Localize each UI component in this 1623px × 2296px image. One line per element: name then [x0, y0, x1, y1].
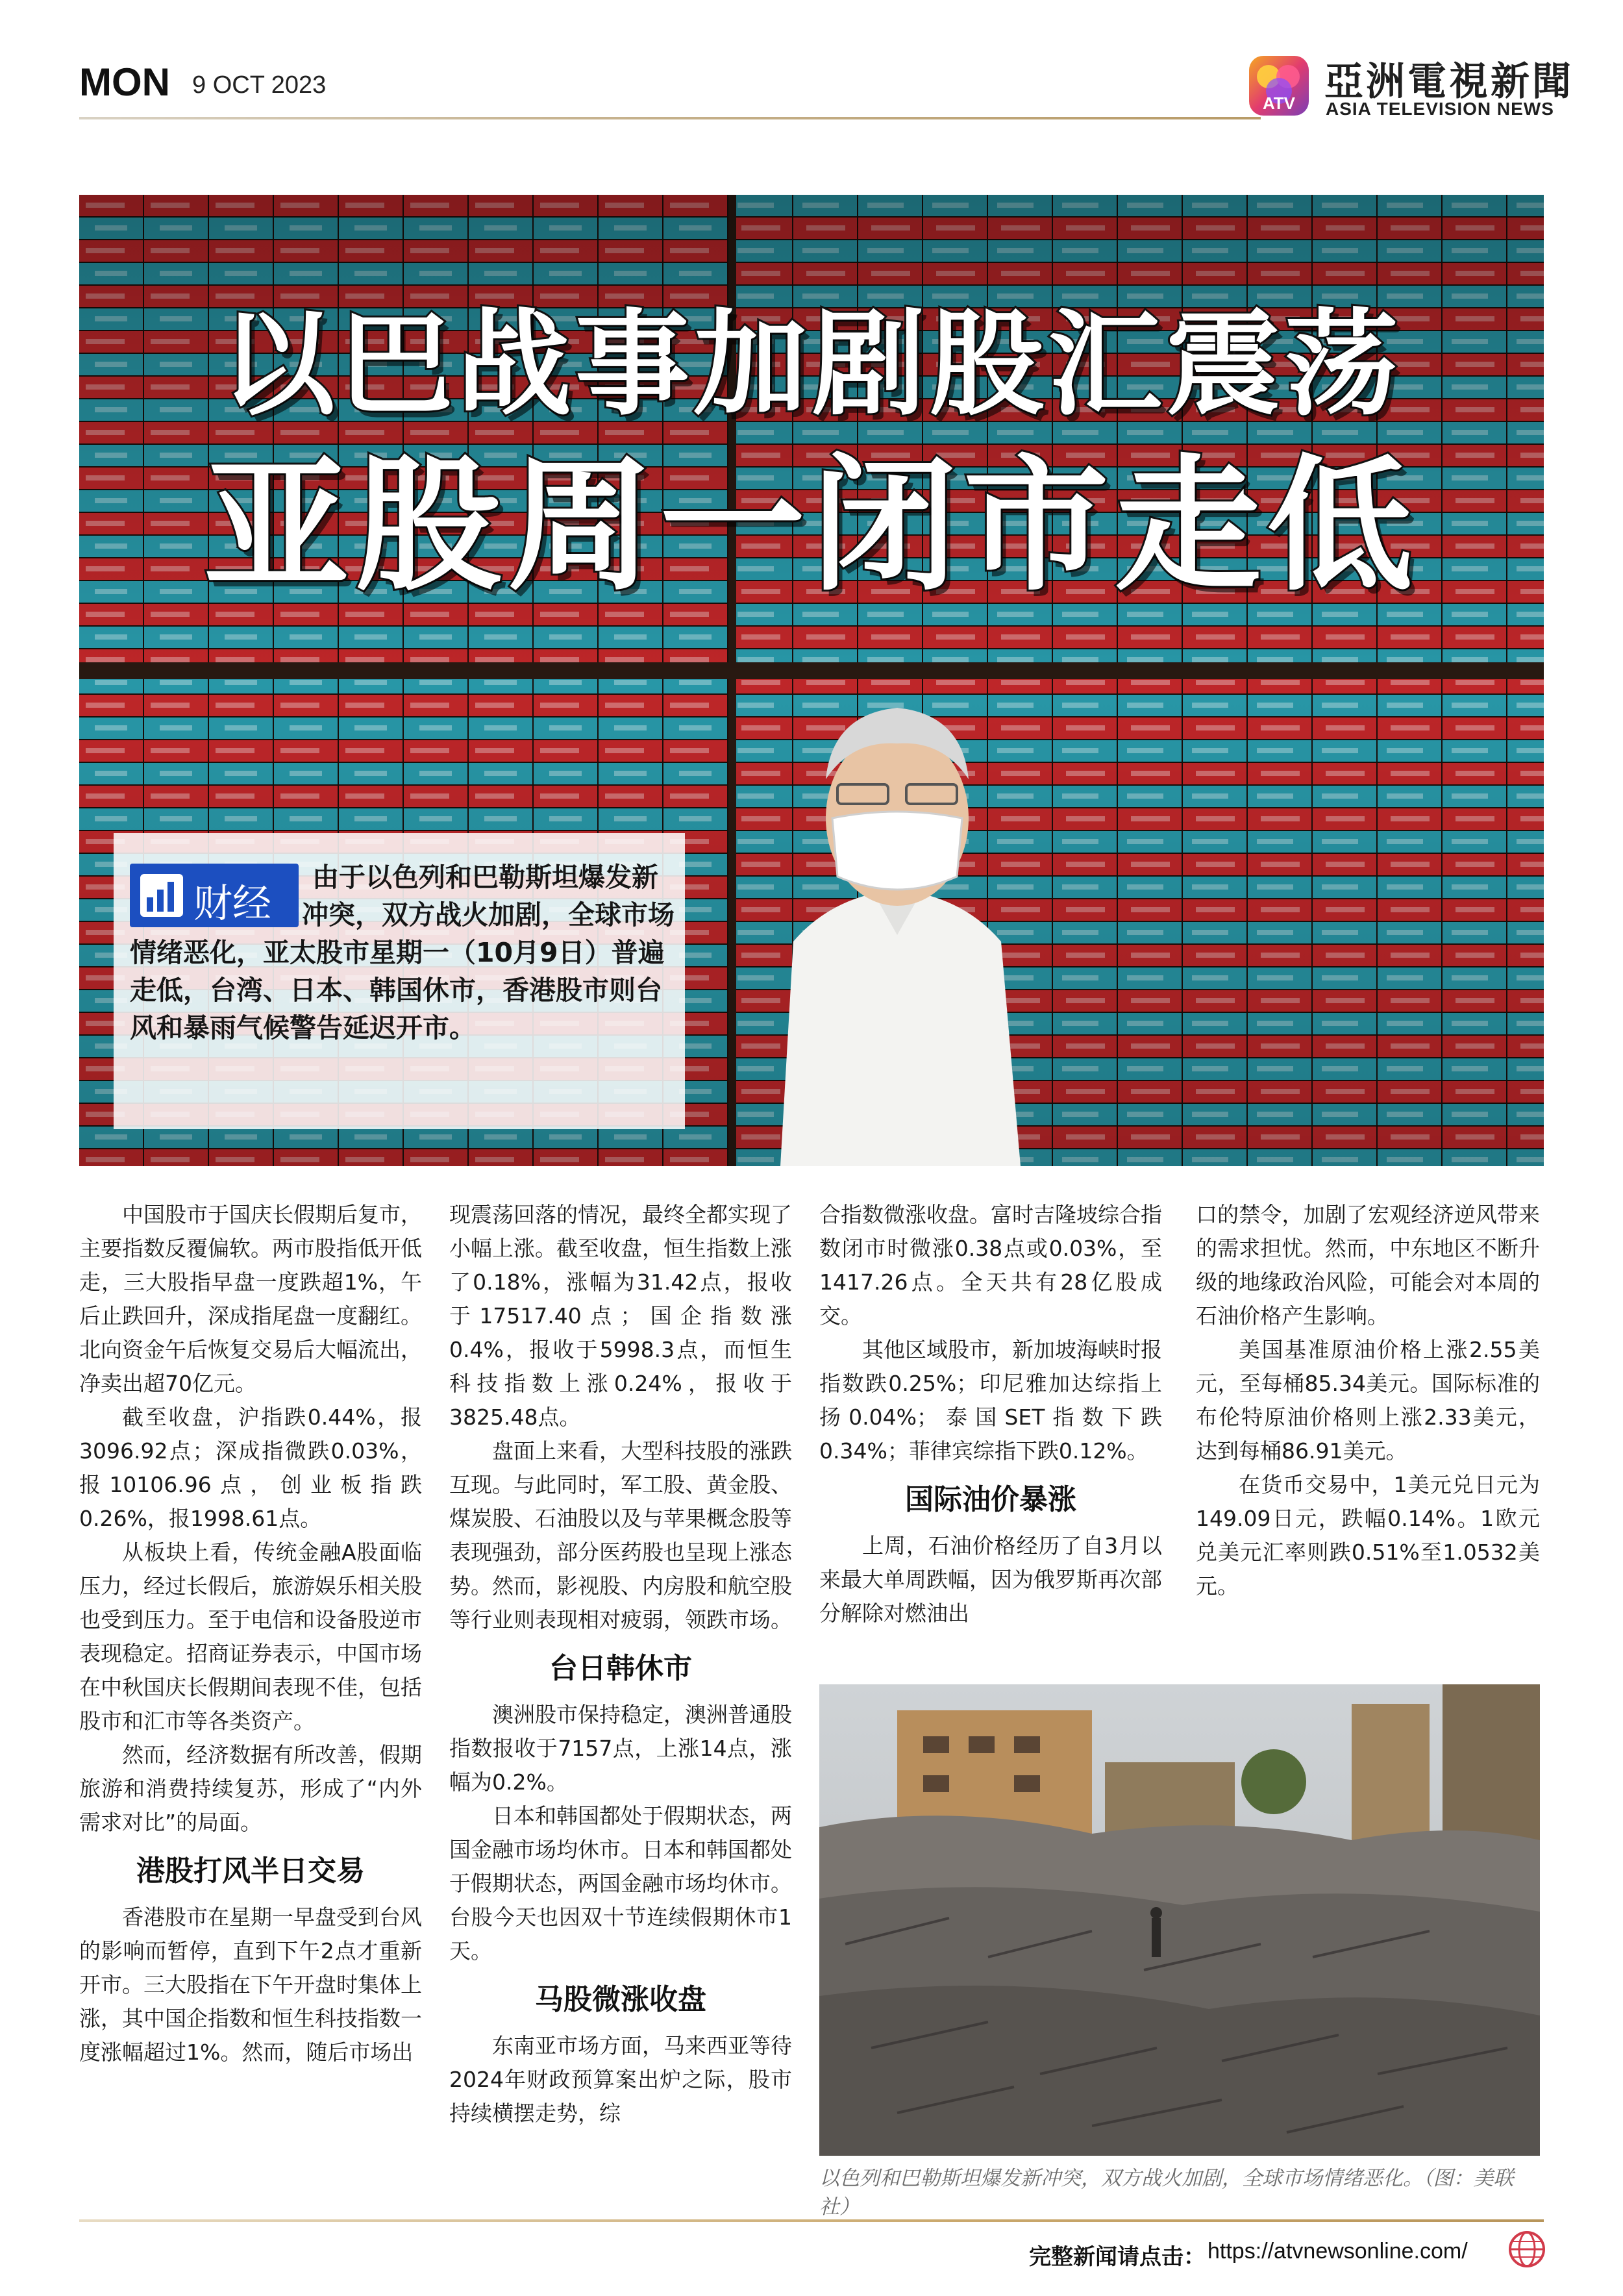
section-badge[interactable] — [130, 864, 299, 927]
header-rule — [79, 117, 1261, 119]
paragraph: 上周，石油价格经历了自3月以来最大单周跌幅，因为俄罗斯再次部分解除对燃油出 — [819, 1533, 1162, 1626]
header-date: 9 OCT 2023 — [192, 71, 327, 99]
news-globe-icon[interactable] — [1506, 2228, 1548, 2270]
paragraph: 东南亚市场方面，马来西亚等待2024年财政预算案出炉之际，股市持续横摆走势，综 — [449, 2033, 792, 2126]
footer-label: 完整新闻请点击： — [1029, 2244, 1206, 2270]
rubble-photo-illustration — [819, 1684, 1540, 2156]
paragraph: 截至收盘，沪指跌0.44%，报3096.92点；深成指微跌0.03%，报10106.96点，创业板指跌0.26%，报1998.61点。 — [79, 1404, 422, 1531]
paragraph: 香港股市在星期一早盘受到台风的影响而暂停，直到下午2点才重新开市。三大股指在下午开盘时集体上涨，其中国企指数和恒生科技指数一度涨幅超过1%。然而，随后市场出 — [79, 1904, 422, 2065]
paragraph: 合指数微涨收盘。富时吉隆坡综合指数闭市时微涨0.38点或0.03%，至1417.26点。全天共有28亿股成交。 — [819, 1202, 1162, 1329]
section-badge-label: 财经 — [193, 881, 271, 927]
brand-name-cn[interactable]: 亞洲電視新聞 — [1324, 59, 1574, 105]
header-day: MON — [79, 60, 170, 104]
paragraph: 然而，经济数据有所改善，假期旅游和消费持续复苏，形成了“内外需求对比”的局面。 — [79, 1742, 422, 1835]
paragraph: 盘面上来看，大型科技股的涨跌互现。与此同时，军工股、黄金股、煤炭股、石油股以及与苹果概念股等表现强劲，部分医药股也呈现上涨态势。然而，影视股、内房股和航空股等行业则表现相对疲弱，领跌市场。 — [449, 1438, 792, 1632]
paragraph: 从板块上看，传统金融A股面临压力，经过长假后，旅游娱乐相关股也受到压力。至于电信和设备股逆市表现稳定。招商证券表示，中国市场在中秋国庆长假期间表现不佳，包括股市和汇市等各类资产。 — [79, 1540, 422, 1734]
paragraph: 口的禁令，加剧了宏观经济逆风带来的需求担忧。然而，中东地区不断升级的地缘政治风险，可能会对本周的石油价格产生影响。 — [1196, 1202, 1540, 1329]
article-column-2 — [449, 1198, 792, 2130]
subheading-hk: 港股打风半日交易 — [136, 1854, 365, 1888]
bar-chart-icon — [139, 873, 184, 918]
headline-line1: 以巴战事加剧股汇震荡 — [220, 298, 1402, 431]
paragraph: 美国基准原油价格上涨2.55美元，至每桶85.34美元。国际标准的布伦特原油价格则上涨2.33美元，达到每桶86.91美元。 — [1196, 1337, 1540, 1464]
paragraph: 在货币交易中，1美元兑日元为149.09日元，跌幅0.14%。1欧元兑美元汇率则跌0.51%至1.0532美元。 — [1196, 1472, 1540, 1599]
paragraph: 中国股市于国庆长假期后复市，主要指数反覆偏软。两市股指低开低走，三大股指早盘一度跌超1%，午后止跌回升，深成指尾盘一度翻红。北向资金午后恢复交易后大幅流出，净卖出超70亿元。 — [79, 1202, 422, 1396]
photo-caption: 以色列和巴勒斯坦爆发新冲突，双方战火加剧，全球市场情绪恶化。（图：美联社） — [819, 2167, 1514, 2219]
subheading-tw-jp-kr: 台日韩休市 — [549, 1652, 692, 1685]
logo-badge-text: ATV — [1262, 94, 1296, 113]
article-column-4 — [1196, 1198, 1540, 1603]
paragraph: 日本和韩国都处于假期状态，两国金融市场均休市。日本和韩国都处于假期状态，两国金融市场均休市。台股今天也因双十节连续假期休市1天。 — [449, 1803, 792, 1964]
rubble-photo — [819, 1684, 1540, 2156]
brand-name-en[interactable]: ASIA TELEVISION NEWS — [1326, 99, 1554, 119]
article-column-3 — [819, 1198, 1162, 1630]
paragraph: 其他区域股市，新加坡海峡时报指数跌0.25%；印尼雅加达综指上扬0.04%；泰国SET指数下跌0.34%；菲律宾综指下跌0.12%。 — [819, 1337, 1162, 1464]
article-column-1 — [79, 1198, 422, 2069]
lede-paragraph: 由于以色列和巴勒斯坦爆发新冲突，双方战火加剧，全球市场情绪恶化，亚太股市星期一（10月9日）普遍走低，台湾、日本、韩国休市，香港股市则台风和暴雨气候警告延迟开市。 — [130, 862, 675, 1043]
subheading-oil: 国际油价暴涨 — [905, 1483, 1076, 1516]
paragraph: 澳洲股市保持稳定，澳洲普通股指数报收于7157点，上涨14点，涨幅为0.2%。 — [449, 1702, 792, 1795]
footer-rule — [79, 2219, 1544, 2222]
paragraph: 现震荡回落的情况，最终全都实现了小幅上涨。截至收盘，恒生指数上涨了0.18%，涨幅为31.42点，报收于17517.40点；国企指数涨0.4%，报收于5998.3点，而恒生科技指数上涨0.24%，报收于3825.48点。 — [449, 1202, 792, 1430]
footer-url-link[interactable]: https://atvnewsonline.com/ — [1208, 2239, 1468, 2264]
subheading-my: 马股微涨收盘 — [535, 1983, 706, 2016]
atv-logo-icon — [1246, 53, 1311, 118]
headline-line2: 亚股周一闭市走低 — [204, 441, 1419, 610]
